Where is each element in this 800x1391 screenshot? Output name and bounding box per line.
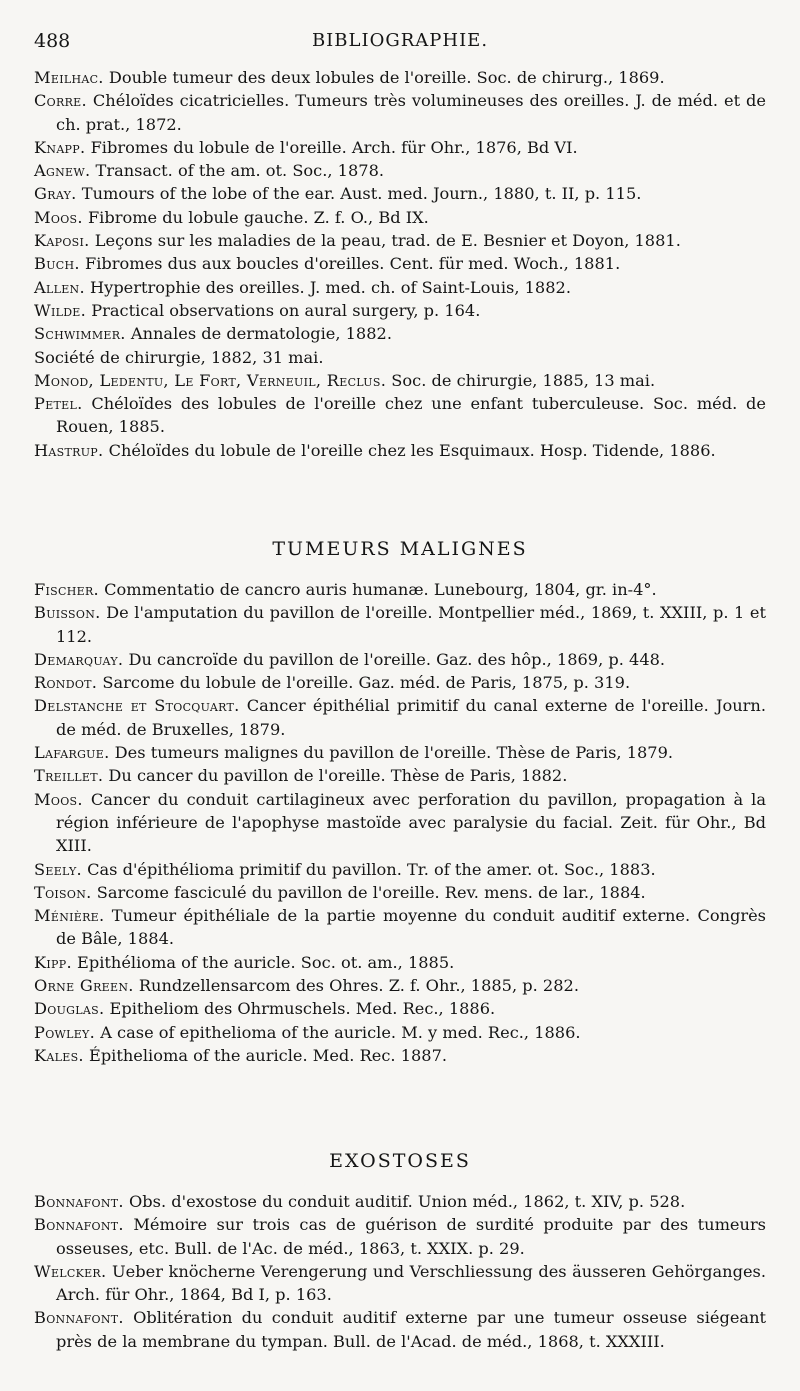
entry-author: Moos.: [34, 207, 83, 227]
entry-citation: Société de chirurgie, 1882, 31 mai.: [34, 347, 324, 367]
entry-citation: Oblitération du conduit auditif externe par une tumeur osseuse siégeant près de la membrane du tympan. Bull. de l'Acad. de méd., 1868, t. XXXIII.: [56, 1308, 766, 1351]
entry-citation: Epitheliom des Ohrmuschels. Med. Rec., 1886.: [104, 999, 496, 1019]
entry-citation: Fibrome du lobule gauche. Z. f. O., Bd IX.: [82, 207, 429, 227]
entry-citation: Des tumeurs malignes du pavillon de l'oreille. Thèse de Paris, 1879.: [109, 743, 674, 763]
entry-author: Buch.: [34, 254, 80, 274]
entry-author: Ménière.: [34, 906, 105, 926]
entry-author: Moos.: [34, 789, 83, 809]
entry-author: Knapp.: [34, 137, 86, 157]
bibliography-entry: [34, 1306, 766, 1353]
entry-citation: Rundzellensarcom des Ohres. Z. f. Ohr., 1885, p. 282.: [133, 976, 579, 996]
bibliography-entry: [34, 1044, 766, 1067]
entry-author: Lafargue.: [34, 743, 110, 763]
bibliography-section-exostoses: [34, 1190, 766, 1353]
bibliography-entry: [34, 276, 766, 299]
bibliography-entry: [34, 392, 766, 439]
entry-author: Kales.: [34, 1045, 84, 1065]
entry-citation: Épithelioma of the auricle. Med. Rec. 1887.: [83, 1045, 448, 1065]
bibliography-entry: [34, 694, 766, 741]
bibliography-entry: [34, 229, 766, 252]
bibliography-entry: [34, 904, 766, 951]
entry-citation: Tumours of the lobe of the ear. Aust. med. Journ., 1880, t. II, p. 115.: [76, 184, 642, 204]
entry-citation: Commentatio de cancro auris humanæ. Lunebourg, 1804, gr. in-4°.: [98, 580, 657, 599]
entry-citation: Double tumeur des deux lobules de l'oreille. Soc. de chirurg., 1869.: [103, 68, 665, 87]
entry-author: Toison.: [34, 882, 92, 902]
bibliography-entry: [34, 159, 766, 182]
bibliography-entry: [34, 1021, 766, 1044]
entry-author: Allen.: [34, 277, 85, 297]
entry-citation: Obs. d'exostose du conduit auditif. Union méd., 1862, t. XIV, p. 528.: [123, 1192, 686, 1211]
section-title-exostoses: EXOSTOSES: [329, 1150, 471, 1172]
bibliography-entry: [34, 601, 766, 648]
entry-author: Welcker.: [34, 1261, 107, 1281]
entry-author: Petel.: [34, 394, 83, 414]
entry-author: Hastrup.: [34, 440, 104, 460]
entry-author: Corre.: [34, 91, 87, 111]
bibliography-entry: [34, 858, 766, 881]
bibliography-entry: [34, 89, 766, 136]
entry-author: Bonnafont.: [34, 1215, 124, 1235]
entry-author: Meilhac.: [34, 68, 104, 87]
entry-citation: Sarcome du lobule de l'oreille. Gaz. méd. de Paris, 1875, p. 319.: [97, 673, 631, 693]
entry-citation: Cas d'épithélioma primitif du pavillon. Tr. of the amer. ot. Soc., 1883.: [81, 859, 656, 879]
entry-citation: Sarcome fasciculé du pavillon de l'oreille. Rev. mens. de lar., 1884.: [91, 882, 646, 902]
entry-author: Monod, Ledentu, Le Fort, Verneuil, Reclus.: [34, 370, 387, 390]
bibliography-entry: [34, 206, 766, 229]
bibliography-entry: [34, 322, 766, 345]
bibliography-entry: [34, 252, 766, 275]
bibliography-entry: [34, 136, 766, 159]
bibliography-entry: [34, 881, 766, 904]
bibliography-entry: [34, 1213, 766, 1260]
entry-citation: Hypertrophie des oreilles. J. med. ch. of Saint-Louis, 1882.: [84, 277, 571, 297]
entry-author: Kaposi.: [34, 231, 90, 251]
entry-author: Agnew.: [34, 161, 91, 181]
entry-author: Bonnafont.: [34, 1192, 124, 1211]
entry-author: Delstanche et Stocquart.: [34, 696, 240, 716]
bibliography-entry: [34, 951, 766, 974]
page-number: 488: [34, 30, 71, 52]
entry-author: Demarquay.: [34, 649, 124, 669]
running-title: BIBLIOGRAPHIE.: [311, 30, 489, 51]
entry-citation: Practical observations on aural surgery, p. 164.: [86, 300, 481, 320]
entry-author: Bonnafont.: [34, 1308, 124, 1328]
entry-citation: Ueber knöcherne Verengerung und Verschliessung des äusseren Gehörganges. Arch. für Ohr., 1864, Bd I, p. 163.: [56, 1261, 766, 1305]
bibliography-entry: [34, 648, 766, 671]
bibliography-entry: [34, 1190, 766, 1213]
entry-author: Fischer.: [34, 580, 99, 599]
bibliography-entry: [34, 578, 766, 601]
bibliography-entry: [34, 788, 766, 858]
bibliography-entry: [34, 439, 766, 462]
entry-citation: Tumeur épithéliale de la partie moyenne du conduit auditif externe. Congrès de Bâle, 1884.: [56, 906, 766, 949]
page-header: [34, 30, 766, 58]
entry-author: Wilde.: [34, 300, 87, 320]
bibliography-entry: [34, 369, 766, 392]
entry-citation: Leçons sur les maladies de la peau, trad. de E. Besnier et Doyon, 1881.: [89, 231, 681, 251]
bibliography-entry: [34, 974, 766, 997]
entry-citation: Fibromes du lobule de l'oreille. Arch. für Ohr., 1876, Bd VI.: [85, 137, 578, 157]
bibliography-entry: [34, 671, 766, 694]
bibliography-entry: [34, 182, 766, 205]
entry-citation: A case of epithelioma of the auricle. M. y med. Rec., 1886.: [95, 1022, 581, 1042]
entry-author: Buisson.: [34, 603, 101, 623]
bibliography-section-benign: [34, 66, 766, 462]
bibliography-entry: [34, 741, 766, 764]
entry-citation: Transact. of the am. ot. Soc., 1878.: [90, 161, 385, 181]
bibliography-entry: [34, 66, 766, 89]
entry-author: Gray.: [34, 184, 77, 204]
section-title-tumeurs-malignes: TUMEURS MALIGNES: [272, 538, 528, 560]
entry-author: Rondot.: [34, 673, 98, 693]
entry-citation: Mémoire sur trois cas de guérison de surdité produite par des tumeurs osseuses, etc. Bull. de l'Ac. de méd., 1863, t. XXIX. p. 29.: [56, 1215, 766, 1258]
entry-author: Seely.: [34, 859, 82, 879]
bibliography-entry: [34, 1260, 766, 1307]
entry-citation: Du cancroïde du pavillon de l'oreille. Gaz. des hôp., 1869, p. 448.: [123, 649, 666, 669]
entry-author: Orne Green.: [34, 976, 134, 996]
entry-citation: Du cancer du pavillon de l'oreille. Thèse de Paris, 1882.: [103, 766, 568, 786]
entry-citation: Chéloïdes des lobules de l'oreille chez une enfant tuberculeuse. Soc. méd. de Rouen, 1885.: [56, 394, 766, 437]
entry-citation: Annales de dermatologie, 1882.: [125, 324, 392, 344]
entry-citation: Chéloïdes cicatricielles. Tumeurs très volumineuses des oreilles. J. de méd. et de ch. prat., 1872.: [56, 91, 766, 134]
bibliography-section-tumeurs-malignes: [34, 578, 766, 1067]
entry-citation: Cancer du conduit cartilagineux avec perforation du pavillon, propagation à la région inférieure de l'apophyse mastoïde avec paralysie du facial. Zeit. für Ohr., Bd XIII.: [56, 789, 766, 856]
entry-citation: Soc. de chirurgie, 1885, 13 mai.: [386, 370, 656, 390]
entry-citation: Epithélioma of the auricle. Soc. ot. am., 1885.: [71, 952, 455, 972]
entry-author: Treillet.: [34, 766, 104, 786]
bibliography-entry: [34, 764, 766, 787]
entry-citation: De l'amputation du pavillon de l'oreille. Montpellier méd., 1869, t. XXIII, p. 1 et 112.: [56, 603, 766, 646]
entry-citation: Fibromes dus aux boucles d'oreilles. Cent. für med. Woch., 1881.: [79, 254, 621, 274]
entry-citation: Cancer épithélial primitif du canal externe de l'oreille. Journ. de méd. de Bruxelles, 1879.: [56, 696, 766, 739]
entry-author: Schwimmer.: [34, 324, 126, 344]
bibliography-entry: [34, 299, 766, 322]
bibliography-entry: [34, 997, 766, 1020]
entry-author: Kipp.: [34, 952, 72, 972]
entry-author: Douglas.: [34, 999, 105, 1019]
bibliography-entry: [34, 346, 766, 369]
entry-citation: Chéloïdes du lobule de l'oreille chez les Esquimaux. Hosp. Tidende, 1886.: [103, 440, 716, 460]
entry-author: Powley.: [34, 1022, 96, 1042]
